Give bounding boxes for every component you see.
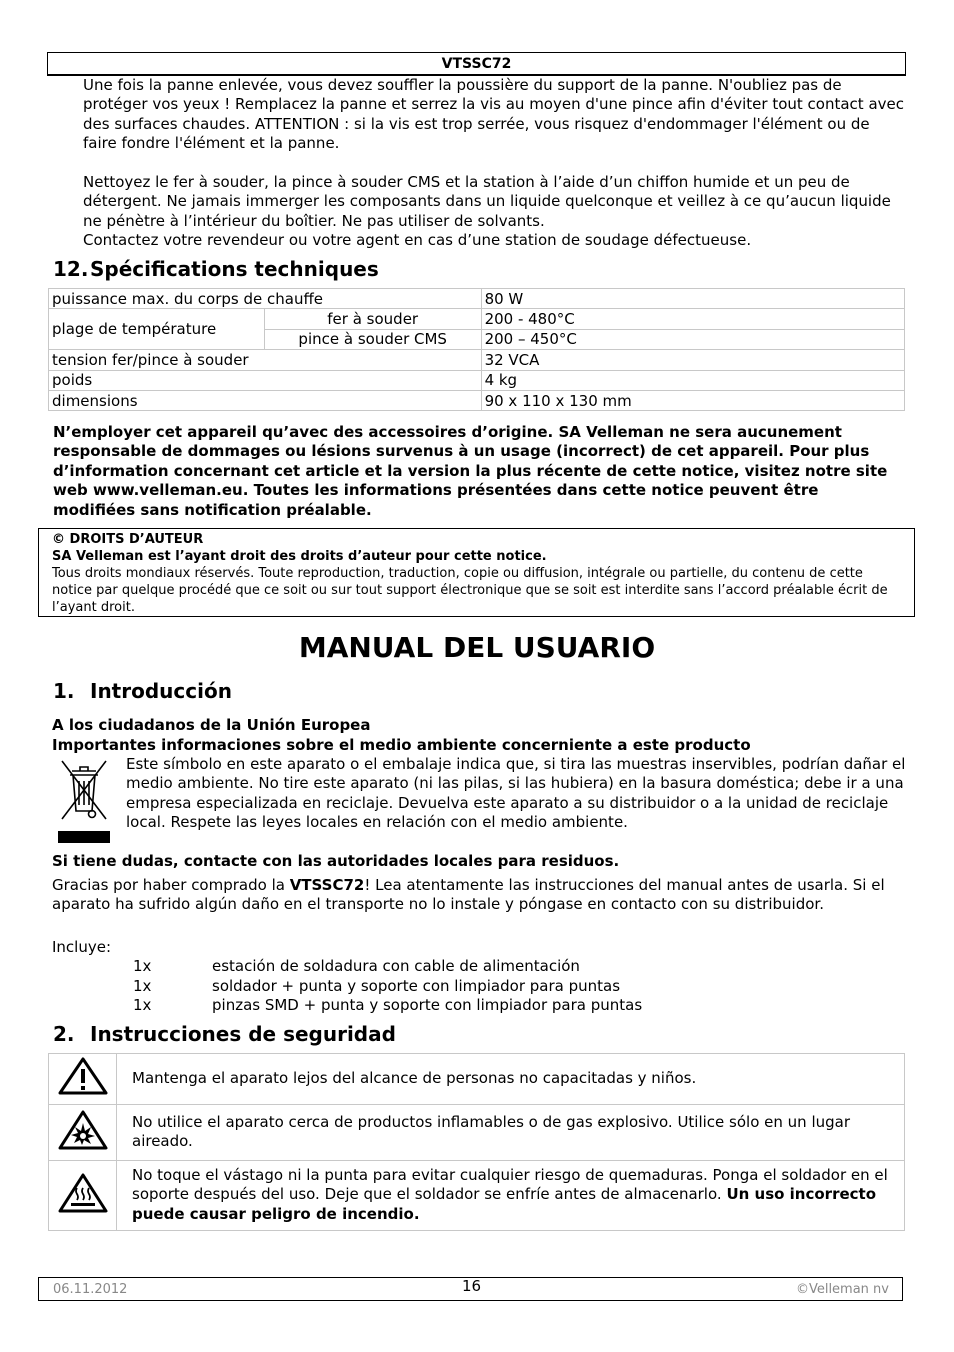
include-qty: 1x (133, 996, 152, 1014)
table-row (49, 350, 905, 370)
thanks-model: VTSSC72 (289, 876, 365, 894)
copyright-box (38, 528, 915, 617)
include-qty: 1x (133, 957, 152, 975)
safety-text: Mantenga el aparato lejos del alcance de personas no capacitadas y niños. (117, 1054, 905, 1105)
section-title: Introducción (90, 679, 232, 703)
spec-table (48, 288, 905, 411)
eu-heading-2: Importantes informaciones sobre el medio ambiente concerniente a este producto (52, 736, 751, 754)
include-qty: 1x (133, 977, 152, 995)
includes-label: Incluye: (52, 938, 112, 956)
contact-text: Contactez votre revendeur ou votre agent en cas d’une station de soudage défectueuse. (83, 231, 752, 250)
weee-text: Este símbolo en este aparato o el embalaje indica que, si tira las muestras inservibles, podrían dañar el medio ambiente. No tire este aparato (ni las pilas, si las hubiera) en la basura doméstica; debe ir a una empresa especializada en reciclaje. Devuelva este aparato a su distribuidor o a la unidad de reciclaje local. Respete las leyes locales en relación con el medio ambiente. (126, 755, 906, 832)
eu-heading-3: Si tiene dudas, contacte con las autoridades locales para residuos. (52, 852, 620, 870)
copyright-title: © DROITS D’AUTEUR (52, 532, 204, 547)
spec-value: 32 VCA (481, 350, 904, 370)
spec-value: 4 kg (481, 370, 904, 390)
spec-label: plage de température (49, 309, 265, 350)
table-row (49, 370, 905, 390)
intro-section-heading (53, 679, 232, 703)
explosive-icon (49, 1105, 117, 1161)
weee-bin-icon (56, 757, 112, 847)
table-row (49, 309, 905, 329)
table-row (49, 390, 905, 410)
list-item (133, 996, 642, 1015)
spec-label: poids (49, 370, 482, 390)
table-row (49, 1105, 905, 1161)
section-number: 12. (53, 257, 89, 281)
safety-table (48, 1053, 905, 1231)
footer-date: 06.11.2012 (53, 1282, 128, 1297)
section-title: Spécifications techniques (90, 257, 379, 281)
section-number: 1. (53, 679, 75, 703)
spec-label: puissance max. du corps de chauffe (49, 289, 482, 309)
spec-sublabel: fer à souder (264, 309, 481, 329)
copyright-body: Tous droits mondiaux réservés. Toute reproduction, traduction, copie ou diffusion, intégrale ou partielle, du contenu de cette notice par quelque procédé que ce soit ou sur tout support électronique que se soit est interdite sans l’accord préalable écrit de l’ayant droit. (52, 566, 888, 615)
thanks-paragraph (52, 876, 907, 915)
thanks-text-start: Gracias por haber comprado la (52, 876, 290, 894)
table-row (49, 289, 905, 309)
footer-copyright: ©Velleman nv (795, 1282, 889, 1297)
spec-value: 200 – 450°C (481, 329, 904, 349)
page-footer (38, 1277, 903, 1301)
safety-text-regular: No toque el vástago ni la punta para evitar cualquier riesgo de quemaduras. Ponga el soldador en el soporte después del uso. Deje que el soldador se enfríe antes de almacenarlo. (132, 1166, 888, 1204)
section-title: Instrucciones de seguridad (90, 1022, 396, 1046)
spec-value: 200 - 480°C (481, 309, 904, 329)
include-item: estación de soldadura con cable de alimentación (212, 957, 580, 975)
safety-text-bold: Un uso incorrecto puede causar peligro de incendio. (132, 1185, 877, 1223)
intro-paragraph-2 (83, 173, 908, 251)
safety-text: No utilice el aparato cerca de productos inflamables o de gas explosivo. Utilice sólo en un lugar aireado. (117, 1105, 905, 1161)
include-item: soldador + punta y soporte con limpiador para puntas (212, 977, 621, 995)
table-row (49, 1054, 905, 1105)
spec-value: 80 W (481, 289, 904, 309)
warning-icon (49, 1054, 117, 1105)
header-model: VTSSC72 (441, 56, 512, 72)
accessory-notice: N’employer cet appareil qu’avec des accessoires d’origine. SA Velleman ne sera aucunement responsable de dommages ou lésions survenus à un usage (incorrect) de cet appareil. Pour plus d’information concernant cet article et la version la plus récente de cette notice, visitez notre site web www.velleman.eu. Toutes les informations présentées dans cette notice peuvent être modifiées sans notification préalable. (53, 423, 888, 519)
intro-paragraph-1: Une fois la panne enlevée, vous devez souffler la poussière du support de la panne. N'oubliez pas de protéger vos yeux ! Remplacez la panne et serrez la vis au moyen d'une pince afin d'éviter tout contact avec des surfaces chaudes. ATTENTION : si la vis est trop serrée, vous risquez d'endommager l'élément ou de faire fondre l'élément et la panne. (83, 76, 905, 153)
spec-section-heading (53, 257, 379, 281)
list-item (133, 977, 620, 996)
spec-sublabel: pince à souder CMS (264, 329, 481, 349)
table-row (49, 1161, 905, 1231)
spec-label: dimensions (49, 390, 482, 410)
thanks-text-end: ! Lea atentamente las instrucciones del manual antes de usarla. Si el aparato ha sufrido algún daño en el transporte no lo instale y póngase en contacto con su distribuidor. (52, 876, 885, 914)
safety-text (117, 1161, 905, 1231)
safety-section-heading (53, 1022, 396, 1046)
document-header (47, 52, 906, 76)
cleaning-text: Nettoyez le fer à souder, la pince à souder CMS et la station à l’aide d’un chiffon humide et un peu de détergent. Ne jamais immerger les composants dans un liquide quelconque et veillez à ce qu’aucun liquide ne pénètre à l’intérieur du boîtier. Ne pas utiliser de solvants. (83, 173, 891, 230)
section-number: 2. (53, 1022, 75, 1046)
list-item (133, 957, 580, 976)
eu-heading-1: A los ciudadanos de la Unión Europea (52, 716, 371, 734)
page-number: 16 (461, 1277, 482, 1295)
hot-surface-icon (49, 1161, 117, 1231)
spec-value: 90 x 110 x 130 mm (481, 390, 904, 410)
copyright-owner: SA Velleman est l’ayant droit des droits d’auteur pour cette notice. (52, 549, 547, 564)
include-item: pinzas SMD + punta y soporte con limpiador para puntas (212, 996, 643, 1014)
manual-title: MANUAL DEL USUARIO (298, 631, 656, 664)
spec-label: tension fer/pince à souder (49, 350, 482, 370)
